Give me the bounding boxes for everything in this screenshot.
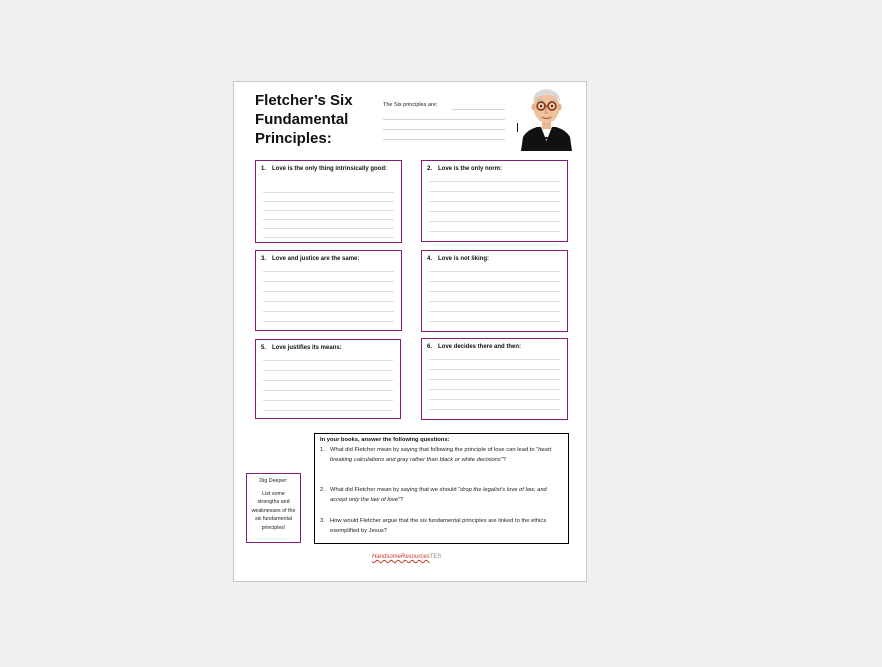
principle-title-2 [427, 165, 562, 174]
question-quote: heart breaking calculations and gray rather than black or white decisions [330, 447, 552, 463]
questions-heading: In your books, answer the following questions: [320, 437, 450, 443]
answer-line [263, 219, 394, 220]
principle-number: 4. [427, 256, 433, 262]
questions-box [314, 433, 569, 544]
dig-deeper-box [246, 473, 301, 543]
answer-line [263, 400, 393, 401]
principle-text: Love justifies its means: [272, 345, 342, 351]
answer-line [263, 301, 394, 302]
dig-deeper-body: List some strengths and weaknesses of the six fundamental principles! [251, 490, 296, 531]
footer-site: TES [429, 554, 442, 560]
principle-number: 3. [261, 256, 267, 262]
answer-line [263, 291, 394, 292]
principle-box-1 [255, 160, 402, 243]
principle-title-1 [261, 165, 396, 174]
answer-line [429, 211, 560, 212]
answer-line [429, 389, 560, 390]
answer-line [429, 321, 560, 322]
answer-line [429, 359, 560, 360]
answer-line [429, 281, 560, 282]
answer-line [429, 399, 560, 400]
principle-number: 2. [427, 166, 433, 172]
answer-line [263, 237, 394, 238]
footer-author: HandsomeResources [372, 554, 430, 560]
intro-label: The Six principles are: [383, 102, 438, 108]
principle-text: Love is the only norm: [438, 166, 503, 172]
principle-box-5 [255, 339, 401, 419]
question-text: How would Fletcher argue that the six fundamental principles are linked to the ethics exemplified by Jesus? [330, 518, 547, 534]
fletcher-portrait-icon [519, 85, 574, 151]
answer-line [429, 369, 560, 370]
answer-line [429, 409, 560, 410]
answer-line [429, 301, 560, 302]
principle-number: 6. [427, 344, 433, 350]
footer-credit [372, 554, 441, 560]
intro-answer-line [383, 129, 505, 130]
answer-line [263, 271, 394, 272]
answer-line [263, 360, 393, 361]
principle-box-4 [421, 250, 568, 332]
intro-answer-line [383, 119, 505, 120]
answer-line [429, 231, 560, 232]
dig-deeper-heading: Dig Deeper: [259, 478, 288, 484]
intro-answer-line [383, 139, 505, 140]
answer-line [429, 271, 560, 272]
worksheet-page [233, 81, 587, 582]
question-3 [320, 516, 562, 536]
answer-line [429, 221, 560, 222]
question-2 [320, 485, 562, 505]
principle-number: 1. [261, 166, 267, 172]
question-text-end: ”? [398, 497, 404, 503]
question-number: 2. [320, 487, 325, 493]
principle-box-3 [255, 250, 402, 331]
principle-number: 5. [261, 345, 267, 351]
answer-line [263, 380, 393, 381]
answer-line [263, 228, 394, 229]
answer-line [263, 370, 393, 371]
question-text-end: ”? [500, 457, 506, 463]
question-quote: drop the legalist’s love of law, and accept only the law of love [330, 487, 547, 503]
question-text: What did Fletcher mean by saying that following the principle of love can lead to “ [330, 447, 539, 453]
principle-box-6 [421, 338, 568, 420]
answer-line [263, 192, 394, 193]
worksheet-title: Fletcher’s Six Fundamental Principles: [255, 92, 353, 147]
text-cursor [517, 123, 518, 132]
question-number: 3. [320, 518, 325, 524]
answer-line [263, 281, 394, 282]
principle-title-5 [261, 344, 395, 353]
answer-line [429, 291, 560, 292]
answer-line [263, 311, 394, 312]
answer-line [263, 410, 393, 411]
answer-line [263, 321, 394, 322]
answer-line [429, 379, 560, 380]
principle-text: Love is not liking: [438, 256, 490, 262]
question-1 [320, 445, 562, 465]
answer-line [263, 201, 394, 202]
principle-title-3 [261, 255, 396, 264]
principle-title-6 [427, 343, 562, 352]
principle-text: Love and justice are the same: [272, 256, 360, 262]
answer-line [429, 311, 560, 312]
principle-text: Love is the only thing intrinsically good: [272, 166, 388, 172]
answer-line [429, 181, 560, 182]
intro-answer-line [452, 109, 505, 110]
answer-line [263, 210, 394, 211]
principle-title-4 [427, 255, 562, 264]
principle-text: Love decides there and then: [438, 344, 522, 350]
answer-line [429, 201, 560, 202]
answer-line [429, 191, 560, 192]
question-text: What did Fletcher mean by saying that we should “ [330, 487, 461, 493]
question-number: 1. [320, 447, 325, 453]
answer-line [263, 390, 393, 391]
principle-box-2 [421, 160, 568, 242]
